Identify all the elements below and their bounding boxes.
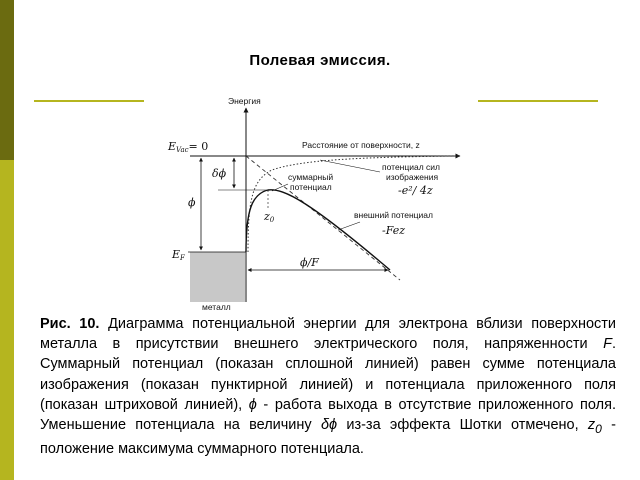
title-rule-right: [478, 100, 598, 102]
caption-z-sub: 0: [595, 421, 602, 436]
caption-prefix: Рис. 10.: [40, 316, 100, 332]
external-potential-pointer: [338, 222, 360, 230]
caption-text-1: Диаграмма потенциальной энергии для электрона вблизи поверхности металла в присутствии внешнего электрического поля, напряженности: [40, 316, 617, 353]
caption-delta-phi: δϕ: [320, 417, 338, 434]
delta-phi-label: δϕ: [212, 167, 227, 180]
caption-text-2: . Суммарный потенциал (показан сплошной линией) равен сумме потенциала изображения (показан пунктирной линией) и потенциала приложенного поля (показан штриховой линией),: [40, 336, 616, 413]
total-potential-label-1: суммарный: [288, 172, 334, 182]
figure-caption: [40, 314, 616, 459]
caption-text-3: - работа выхода в отсутствие приложенного поля. Уменьшение потенциала на величину: [40, 396, 616, 434]
image-potential-formula: -e²/ 4z: [398, 184, 433, 197]
caption-field-f: F: [603, 336, 612, 353]
external-potential-label: внешний потенциал: [354, 210, 433, 220]
external-potential-formula: -Fez: [382, 224, 406, 237]
title-rule-left: [34, 100, 144, 102]
metal-block: [190, 252, 245, 302]
fermi-label: EF: [172, 248, 185, 262]
energy-axis-label: Энергия: [228, 96, 261, 106]
sidebar-dark-strip: [0, 0, 14, 160]
phi-label: ϕ: [188, 196, 196, 209]
metal-label: металл: [202, 302, 231, 312]
phi-over-f-label: ϕ/F: [300, 256, 319, 269]
sidebar-light-strip: [0, 160, 14, 480]
energy-diagram: [160, 90, 480, 315]
image-potential-label-2: изображения: [386, 172, 439, 182]
caption-z: z: [587, 417, 596, 434]
total-potential-label-2: потенциал: [290, 182, 332, 192]
distance-axis-label: Расстояние от поверхности, z: [302, 140, 420, 150]
image-potential-pointer: [320, 160, 380, 172]
image-potential-label-1: потенциал сил: [382, 162, 440, 172]
z0-label: z0: [264, 210, 275, 224]
slide-title: Полевая эмиссия.: [249, 52, 391, 69]
evac-label: EVac= 0: [168, 140, 209, 154]
caption-text-4: из-за эффекта Шотки отмечено,: [337, 417, 588, 434]
caption-phi: ϕ: [248, 396, 257, 413]
caption-text-5: - положение максимума суммарного потенциала.: [40, 417, 616, 458]
